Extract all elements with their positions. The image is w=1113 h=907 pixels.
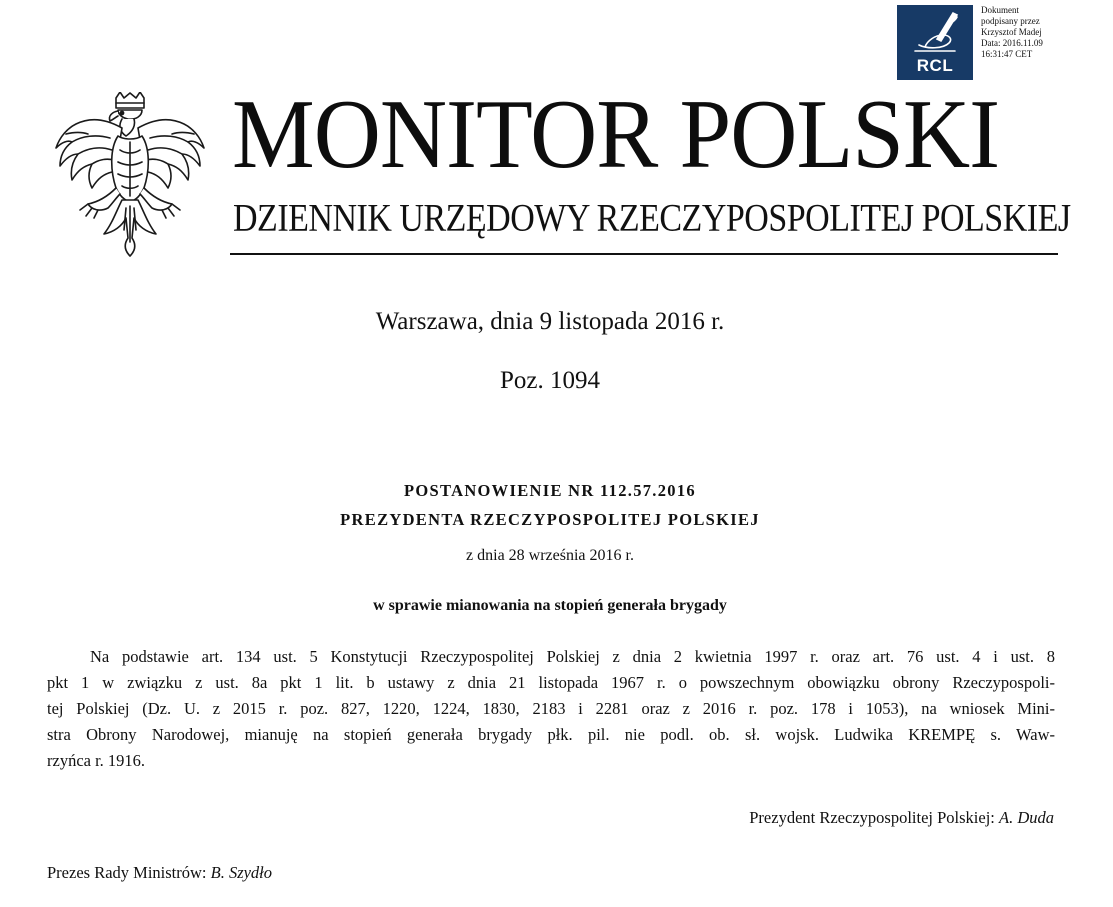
pm-name: B. Szydło [210, 863, 273, 882]
body-line: rzyńca r. 1916. [47, 751, 146, 770]
act-subject: w sprawie mianowania na stopień generała brygady [373, 597, 727, 614]
president-name: A. Duda [999, 808, 1054, 827]
body-line: Na podstawie art. 134 ust. 5 Konstytucji Rzeczypospolitej Polskiej z dnia 2 kwietnia 1997 r. oraz art. 76 ust. 4 i ust. 8 [90, 647, 1055, 666]
rcl-seal-icon [897, 5, 973, 80]
signature-line: Krzysztof Madej [981, 27, 1042, 37]
masthead-divider [230, 253, 1058, 255]
signature-line: Data: 2016.11.09 [981, 38, 1043, 48]
signature-line: podpisany przez [981, 16, 1040, 26]
digital-signature-stamp [897, 5, 1069, 80]
body-line: tej Polskiej (Dz. U. z 2015 r. poz. 827, 1220, 1224, 1830, 2183 i 2281 oraz z 2016 r. poz. 178 i 1053), na wniosek Mini- [47, 699, 1055, 718]
body-line: pkt 1 w związku z ust. 8a pkt 1 lit. b ustawy z dnia 21 listopada 1967 r. o powszechnym obowiązku obrony Rzeczypospoli- [47, 673, 1055, 692]
signature-line: Dokument [981, 5, 1019, 15]
act-title-line1: POSTANOWIENIE NR 112.57.2016 [404, 481, 696, 500]
president-label: Prezydent Rzeczypospolitej Polskiej: [749, 808, 999, 827]
journal-subtitle: DZIENNIK URZĘDOWY RZECZYPOSPOLITEJ POLSKIEJ [233, 197, 1071, 240]
act-title-line2: PREZYDENTA RZECZYPOSPOLITEJ POLSKIEJ [340, 510, 760, 529]
journal-title: MONITOR POLSKI [232, 79, 1000, 190]
prime-minister-signature [47, 862, 272, 884]
signature-line: 16:31:47 CET [981, 49, 1033, 59]
issue-date: Warszawa, dnia 9 listopada 2016 r. [375, 308, 725, 335]
white-eagle-emblem-icon [52, 92, 208, 260]
rcl-logo-text: RCL [916, 56, 954, 75]
signature-details [981, 5, 1071, 60]
president-signature [749, 807, 1054, 829]
body-line: stra Obrony Narodowej, mianuję na stopień generała brygady płk. pil. nie podl. ob. sł. wojsk. Ludwika KREMPĘ s. Waw- [47, 725, 1055, 744]
position-number: Poz. 1094 [500, 367, 600, 394]
pm-label: Prezes Rady Ministrów: [47, 863, 211, 882]
act-body [47, 644, 1055, 774]
act-date: z dnia 28 września 2016 r. [466, 547, 634, 564]
